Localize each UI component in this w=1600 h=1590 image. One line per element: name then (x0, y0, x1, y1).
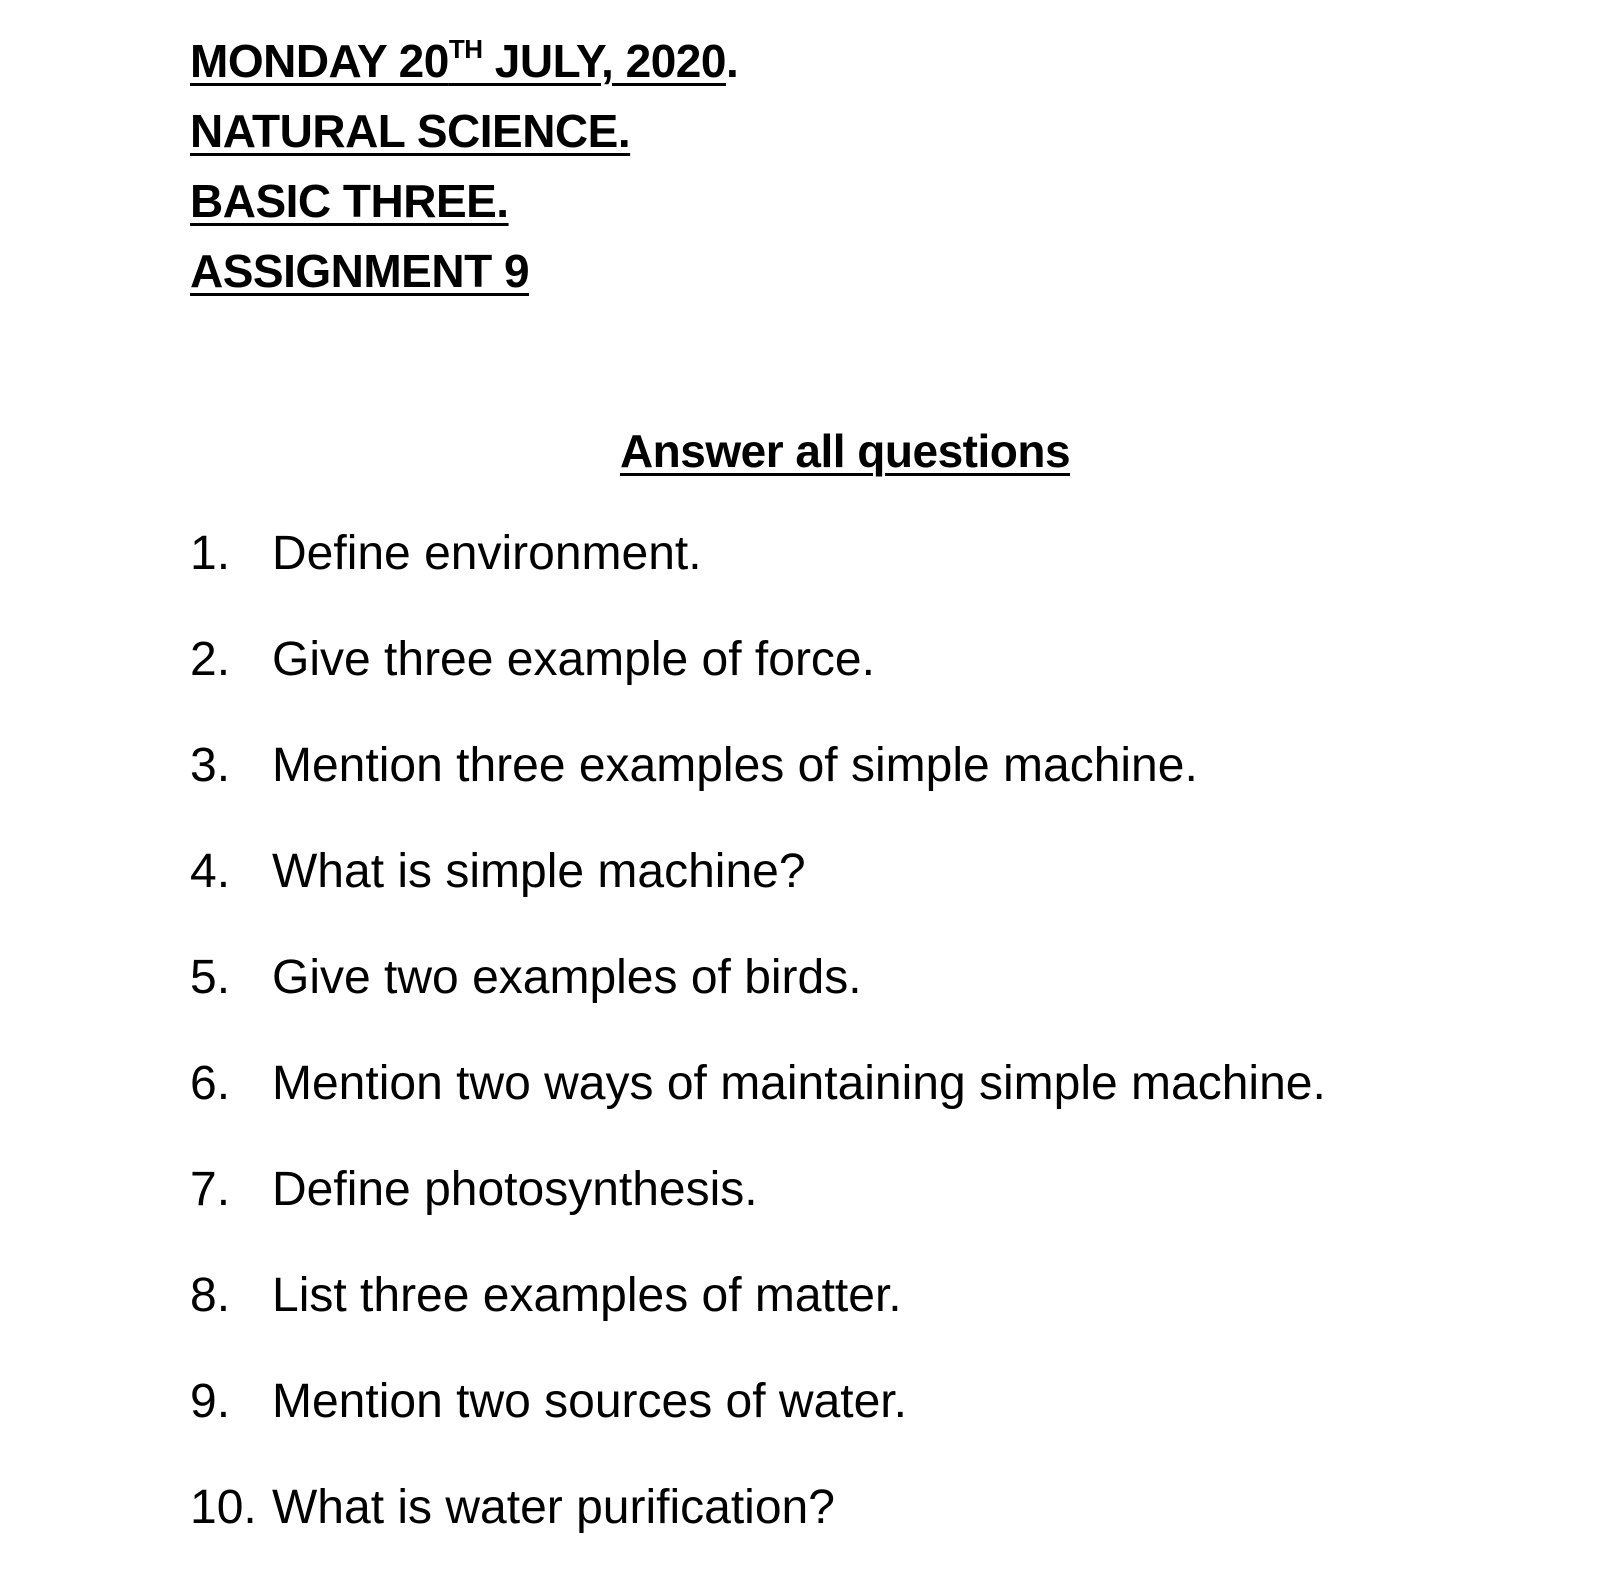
question-text: Define photosynthesis. (272, 1163, 758, 1216)
assignment-heading (190, 245, 530, 297)
date-ordinal-suffix: TH (448, 34, 483, 64)
date-underlined (190, 35, 726, 87)
question-text: List three examples of matter. (272, 1269, 902, 1322)
question-number: 7. (190, 1163, 231, 1216)
class-text: BASIC THREE. (190, 175, 509, 227)
instruction-heading: Answer all questions (619, 425, 1071, 477)
question-text: Define environment. (272, 527, 702, 580)
date-tail: JULY, 2020 (482, 35, 726, 87)
question-text: What is water purification? (272, 1481, 835, 1534)
question-text: What is simple machine? (272, 845, 806, 898)
subject-text: NATURAL SCIENCE. (190, 105, 631, 157)
assignment-text: ASSIGNMENT 9 (190, 245, 530, 297)
question-text: Mention two ways of maintaining simple machine. (272, 1057, 1326, 1110)
question-number: 4. (190, 845, 231, 898)
date-period: . (725, 35, 739, 87)
question-text: Mention two sources of water. (272, 1375, 907, 1428)
question-text: Mention three examples of simple machine. (272, 739, 1198, 792)
class-heading (190, 175, 509, 227)
date-heading (190, 34, 739, 87)
date-main: MONDAY 20 (190, 35, 449, 87)
question-text: Give three example of force. (272, 633, 875, 686)
question-text: Give two examples of birds. (272, 951, 862, 1004)
question-number: 5. (190, 951, 231, 1004)
question-number: 9. (190, 1375, 231, 1428)
question-number: 1. (190, 527, 231, 580)
question-number: 6. (190, 1057, 231, 1110)
question-number: 2. (190, 633, 231, 686)
question-number: 3. (190, 739, 231, 792)
subject-heading (190, 105, 631, 157)
question-number: 10. (190, 1481, 257, 1534)
question-number: 8. (190, 1269, 231, 1322)
